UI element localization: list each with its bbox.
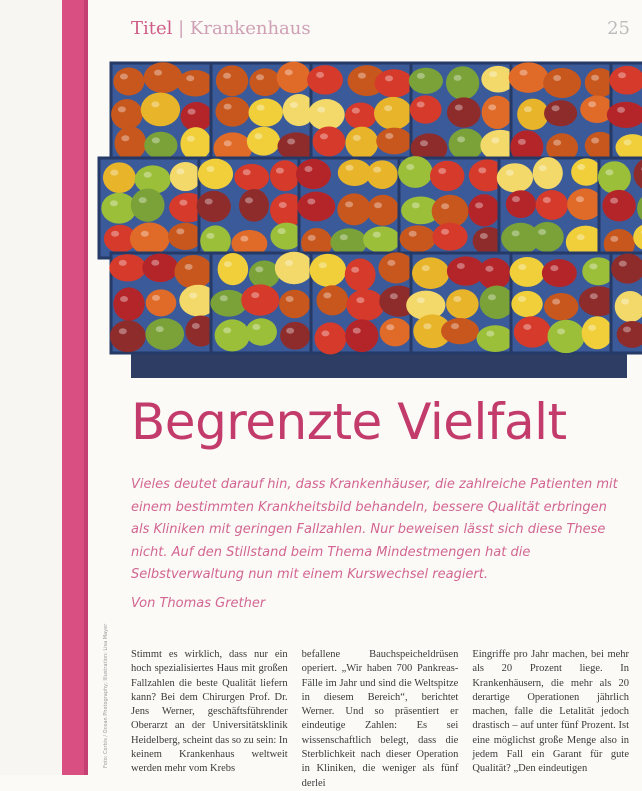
tomato-highlight bbox=[588, 101, 596, 107]
tomato bbox=[380, 318, 411, 346]
tomato-highlight bbox=[486, 331, 494, 337]
tomato-highlight bbox=[346, 165, 354, 171]
tomato-highlight bbox=[553, 140, 561, 146]
tomato bbox=[314, 322, 346, 354]
tomato bbox=[478, 258, 511, 290]
article-lead: Vieles deutet darauf hin, dass Krankenhäuser, die zahlreiche Patienten mit einem bestimmten Krankheitsbild behandeln, bessere Qualität erbringen als Kliniken mit geringen Fallzahlen. Nur beweisen lässt sich diese These nicht. Auf den Stillstand beim Thema Mindestmengen hat die Selbstverwaltung nun mit einem Kurswechsel reagiert. bbox=[131, 477, 618, 582]
tomato-highlight bbox=[205, 198, 213, 204]
tomato-highlight bbox=[120, 296, 128, 302]
tomato bbox=[270, 160, 300, 191]
tomato bbox=[115, 126, 147, 160]
tomato-highlight bbox=[308, 235, 316, 241]
tomato bbox=[215, 97, 249, 127]
photo-credit bbox=[101, 540, 115, 770]
tomato-highlight bbox=[320, 133, 328, 139]
tomato bbox=[239, 189, 269, 222]
tomato bbox=[280, 322, 310, 350]
tomato-highlight bbox=[179, 200, 187, 206]
tomato-highlight bbox=[245, 197, 253, 203]
tomato-highlight bbox=[457, 263, 465, 269]
tomato-highlight bbox=[278, 228, 286, 234]
tomato-highlight bbox=[423, 323, 431, 329]
tomato-highlight bbox=[110, 170, 118, 176]
tomato-highlight bbox=[506, 170, 514, 176]
tomato-highlight bbox=[287, 138, 295, 144]
tomato-highlight bbox=[590, 293, 598, 299]
tomato-highlight bbox=[488, 294, 496, 300]
tomato bbox=[509, 62, 549, 92]
tomato-highlight bbox=[385, 75, 393, 81]
tomato-highlight bbox=[588, 325, 596, 331]
tomato bbox=[602, 190, 635, 222]
tomato bbox=[111, 99, 143, 129]
tomato bbox=[249, 68, 280, 96]
tomato bbox=[536, 190, 569, 220]
tomato bbox=[441, 318, 479, 344]
tomato-highlight bbox=[453, 296, 461, 302]
tomato-highlight bbox=[323, 292, 331, 298]
tomato bbox=[198, 159, 233, 190]
tomato bbox=[410, 95, 442, 123]
tomato bbox=[446, 66, 479, 99]
tomato-highlight bbox=[317, 107, 325, 113]
left-margin bbox=[0, 0, 62, 775]
tomato bbox=[544, 293, 578, 320]
section-title bbox=[131, 18, 311, 39]
body-column-1: Stimmt es wirklich, dass nur ein hoch spezialisiertes Haus mit großen Fallzahlen die beste Qualität liefern kann? Bei dem Chirurgen Prof. Dr. Jens Werner, geschäftsführender Oberarzt an der Universitätsklinik Heidelberg, scheint das so zu sein: In keinem Krankenhaus weltweit werden mehr vom Krebs bbox=[131, 649, 288, 775]
tomato-highlight bbox=[520, 70, 528, 76]
tomato bbox=[374, 97, 412, 130]
tomato bbox=[367, 195, 400, 226]
tomato-highlight bbox=[617, 107, 625, 113]
tomato-highlight bbox=[610, 198, 618, 204]
body-column-3: Eingriffe pro Jahr machen, bei mehr als 20 Prozent liege. In Krankenhäusern, die mehr als 20 derartige Operationen jährlich machen, falle die Letalität jedoch drastisch – auf unter fünf Prozent. Ist eine möglichst große Menge also in jedem Fall ein Garant für gute Qualität? „Den eindeutigen bbox=[472, 649, 630, 775]
tomato bbox=[249, 261, 280, 289]
tomato bbox=[533, 157, 563, 189]
tomato-highlight bbox=[224, 261, 232, 267]
tomato bbox=[316, 285, 348, 315]
tomato bbox=[530, 222, 563, 252]
tomato-highlight bbox=[618, 72, 626, 78]
tomato-highlight bbox=[523, 324, 531, 330]
tomato-highlight bbox=[386, 324, 394, 330]
tomato-highlight bbox=[152, 295, 160, 301]
tomato bbox=[480, 286, 515, 320]
tomato bbox=[174, 255, 212, 289]
tomato-highlight bbox=[321, 330, 329, 336]
tomato-highlight bbox=[151, 260, 159, 266]
tomato bbox=[247, 127, 280, 156]
tomato bbox=[430, 161, 464, 191]
tomato-highlight bbox=[384, 105, 392, 111]
tomato-crates-image bbox=[131, 71, 627, 378]
tomato-highlight bbox=[353, 135, 361, 141]
tomato bbox=[571, 158, 601, 185]
tomato bbox=[337, 193, 371, 225]
tomato-highlight bbox=[512, 230, 520, 236]
tomato bbox=[514, 316, 551, 347]
tomato-highlight bbox=[186, 75, 194, 81]
tomato-highlight bbox=[118, 106, 126, 112]
tomato bbox=[449, 129, 484, 161]
tomato-highlight bbox=[279, 202, 287, 208]
tomato-highlight bbox=[591, 138, 599, 144]
tomato-highlight bbox=[417, 102, 425, 108]
tomato bbox=[180, 127, 211, 160]
tomato-highlight bbox=[141, 231, 149, 237]
tomato-highlight bbox=[422, 265, 430, 271]
tomato bbox=[145, 318, 184, 350]
tomato bbox=[482, 96, 513, 129]
tomato bbox=[412, 257, 449, 289]
tomato bbox=[144, 62, 183, 93]
tomato-highlight bbox=[254, 133, 262, 139]
tomato-highlight bbox=[285, 260, 293, 266]
subsection-label: Krankenhaus bbox=[189, 18, 311, 39]
tomato-highlight bbox=[206, 166, 214, 172]
tomato bbox=[376, 128, 412, 155]
tomato-highlight bbox=[457, 136, 465, 142]
tomato-highlight bbox=[110, 200, 118, 206]
tomato bbox=[234, 164, 269, 191]
tomato-highlight bbox=[441, 203, 449, 209]
body-column-2: befallene Bauchspeicheldrüsen operiert. „Wir haben 700 Pankreas-Fälle im Jahr und sind die Weltspitze in diesem Bereich“, berichtet Werner. Und so präsentiert er eindeutige Zahlen: Es sei wissenschaftlich belegt, dass die Sterblichkeit nach dieser Operation in Kliniken, die weniger als fünf derlei bbox=[301, 649, 459, 789]
tomato-highlight bbox=[252, 324, 260, 330]
tomato bbox=[345, 102, 377, 128]
tomato bbox=[249, 99, 283, 127]
tomato-highlight bbox=[589, 263, 597, 269]
tomato bbox=[567, 188, 603, 220]
tomato bbox=[517, 99, 549, 130]
tomato bbox=[346, 289, 384, 321]
tomato bbox=[375, 69, 414, 97]
tomato bbox=[297, 192, 335, 222]
tomato-highlight bbox=[290, 102, 298, 108]
tomato-highlight bbox=[206, 233, 214, 239]
tomato-highlight bbox=[623, 326, 631, 332]
tomato-highlight bbox=[154, 70, 162, 76]
tomato-highlight bbox=[491, 137, 499, 143]
tomato-highlight bbox=[251, 292, 259, 298]
tomato-highlight bbox=[390, 293, 398, 299]
tomato-highlight bbox=[577, 164, 585, 170]
tomato-highlight bbox=[139, 197, 147, 203]
tomato bbox=[218, 253, 249, 285]
tomato bbox=[598, 161, 631, 193]
tomato bbox=[367, 160, 398, 189]
tomato-highlight bbox=[144, 172, 152, 178]
tomato-highlight bbox=[550, 265, 558, 271]
tomato-highlight bbox=[351, 267, 359, 273]
tomato-highlight bbox=[286, 328, 294, 334]
tomato-highlight bbox=[352, 108, 360, 114]
tomato bbox=[542, 259, 577, 287]
tomato bbox=[310, 254, 347, 287]
tomato-highlight bbox=[187, 136, 195, 142]
tomato-highlight bbox=[577, 234, 585, 240]
tomato-highlight bbox=[192, 323, 200, 329]
tomato-highlight bbox=[621, 299, 629, 305]
tomato bbox=[110, 320, 146, 352]
tomato-highlight bbox=[176, 169, 184, 175]
tomato bbox=[345, 319, 378, 352]
tomato bbox=[497, 163, 533, 192]
tomato-highlight bbox=[156, 326, 164, 332]
tomato-highlight bbox=[512, 196, 520, 202]
tomato bbox=[141, 93, 180, 127]
tomato-highlight bbox=[185, 264, 193, 270]
tomato bbox=[216, 65, 248, 96]
tomato-highlight bbox=[417, 73, 425, 79]
tomato-highlight bbox=[340, 234, 348, 240]
tomato-highlight bbox=[353, 328, 361, 334]
tomato bbox=[246, 318, 277, 345]
tomato-highlight bbox=[307, 198, 315, 204]
tomato-highlight bbox=[316, 72, 324, 78]
section-label: Titel bbox=[131, 18, 173, 39]
tomato bbox=[511, 291, 542, 317]
tomato bbox=[181, 102, 213, 131]
tomato-highlight bbox=[518, 264, 526, 270]
tomato bbox=[398, 156, 433, 188]
tomato-highlight bbox=[256, 74, 264, 80]
article-body bbox=[131, 648, 630, 789]
tomato bbox=[363, 226, 401, 253]
tomato-highlight bbox=[409, 231, 417, 237]
tomato-highlight bbox=[406, 164, 414, 170]
tomato bbox=[277, 132, 314, 160]
tomato bbox=[241, 284, 279, 315]
tomato-highlight bbox=[373, 167, 381, 173]
tomato bbox=[279, 290, 310, 318]
tomato-highlight bbox=[152, 137, 160, 143]
article-byline: Von Thomas Grether bbox=[131, 596, 266, 611]
tomato bbox=[547, 320, 584, 353]
tomato-highlight bbox=[478, 167, 486, 173]
tomato-highlight bbox=[591, 75, 599, 81]
tomato bbox=[544, 100, 577, 126]
article-headline: Begrenzte Vielfalt bbox=[131, 393, 567, 451]
tomato bbox=[275, 252, 313, 284]
page-header bbox=[131, 14, 630, 48]
tomato-highlight bbox=[243, 169, 251, 175]
tomato bbox=[177, 70, 214, 97]
tomato bbox=[510, 257, 545, 287]
tomato bbox=[144, 132, 177, 159]
tomato-highlight bbox=[543, 197, 551, 203]
tomato-highlight bbox=[276, 168, 284, 174]
tomato-highlight bbox=[119, 260, 127, 266]
tomato bbox=[345, 127, 378, 159]
tomato-highlight bbox=[224, 104, 232, 110]
tomato-highlight bbox=[223, 327, 231, 333]
tomato-highlight bbox=[489, 71, 497, 77]
tomato-highlight bbox=[257, 105, 265, 111]
tomato-highlight bbox=[552, 299, 560, 305]
tomato bbox=[338, 159, 372, 186]
tomato bbox=[168, 223, 203, 250]
tomato-highlight bbox=[552, 105, 560, 111]
tomato-highlight bbox=[176, 228, 184, 234]
tomato bbox=[103, 162, 136, 193]
page-number: 25 bbox=[607, 18, 630, 39]
tomato-highlight bbox=[188, 109, 196, 115]
tomato-highlight bbox=[480, 233, 488, 239]
tomato-highlight bbox=[319, 262, 327, 268]
tomato bbox=[447, 97, 481, 127]
tomato bbox=[432, 223, 467, 251]
tomato-highlight bbox=[285, 69, 293, 75]
photo-credit-text: Foto: Corbis / Ocean Photography; Illustration: Lisa Mayer bbox=[103, 623, 109, 768]
tomato-highlight bbox=[223, 73, 231, 79]
tomato-highlight bbox=[576, 196, 584, 202]
section-separator: | bbox=[172, 18, 190, 39]
tomato bbox=[582, 316, 613, 349]
tomato bbox=[378, 252, 414, 283]
tomato bbox=[131, 188, 165, 221]
tomato bbox=[477, 325, 515, 352]
tomato-highlight bbox=[373, 232, 381, 238]
tomato bbox=[345, 258, 376, 291]
tomato bbox=[142, 253, 178, 282]
tomato-highlight bbox=[420, 140, 428, 146]
tomato-highlight bbox=[374, 202, 382, 208]
tomato bbox=[313, 126, 346, 156]
tomato bbox=[170, 162, 201, 191]
tomato bbox=[543, 68, 581, 98]
tomato-highlight bbox=[455, 105, 463, 111]
tomato-highlight bbox=[121, 135, 129, 141]
tomato-highlight bbox=[518, 139, 526, 145]
tomato-highlight bbox=[189, 293, 197, 299]
tomato-highlight bbox=[345, 201, 353, 207]
tomato-highlight bbox=[454, 75, 462, 81]
tomato bbox=[468, 194, 500, 226]
tomato-highlight bbox=[438, 168, 446, 174]
tomato-highlight bbox=[441, 229, 449, 235]
tomato-highlight bbox=[605, 169, 613, 175]
tomato bbox=[146, 289, 177, 316]
tomato-highlight bbox=[286, 296, 294, 302]
tomato-highlight bbox=[475, 202, 483, 208]
tomato-highlight bbox=[619, 261, 627, 267]
tomato-highlight bbox=[488, 104, 496, 110]
tomato-highlight bbox=[220, 295, 228, 301]
tomato-highlight bbox=[356, 297, 364, 303]
tomato bbox=[197, 191, 231, 222]
tomato bbox=[308, 99, 345, 130]
tomato-highlight bbox=[358, 73, 366, 79]
tomato-highlight bbox=[610, 236, 618, 242]
tomato bbox=[215, 319, 250, 351]
tomato-highlight bbox=[557, 328, 565, 334]
tomato-crates-illustration bbox=[131, 71, 627, 378]
tomato-highlight bbox=[524, 106, 532, 112]
tomato-highlight bbox=[255, 266, 263, 272]
tomato-highlight bbox=[120, 73, 128, 79]
tomato bbox=[109, 254, 146, 281]
tomato-highlight bbox=[539, 165, 547, 171]
tomato bbox=[277, 62, 311, 93]
tomato-highlight bbox=[518, 296, 526, 302]
tomato bbox=[113, 287, 144, 320]
tomato bbox=[446, 289, 479, 319]
tomato-highlight bbox=[538, 229, 546, 235]
tomato bbox=[130, 223, 170, 256]
tomato bbox=[307, 65, 343, 95]
tomato-highlight bbox=[412, 202, 420, 208]
tomato-highlight bbox=[417, 297, 425, 303]
tomato-highlight bbox=[485, 266, 493, 272]
tomato-highlight bbox=[224, 140, 232, 146]
tomato bbox=[113, 68, 144, 96]
tomato-highlight bbox=[119, 328, 127, 334]
tomato-highlight bbox=[624, 139, 632, 145]
tomato-highlight bbox=[451, 323, 459, 329]
magazine-spine-stripe bbox=[62, 0, 88, 775]
tomato-highlight bbox=[111, 231, 119, 237]
tomato-highlight bbox=[240, 236, 248, 242]
tomato-highlight bbox=[304, 166, 312, 172]
tomato-highlight bbox=[385, 133, 393, 139]
tomato bbox=[296, 159, 331, 189]
tomato bbox=[400, 225, 436, 252]
tomato bbox=[409, 68, 443, 94]
tomato bbox=[506, 190, 536, 218]
tomato-highlight bbox=[553, 75, 561, 81]
tomato-highlight bbox=[151, 101, 159, 107]
tomato-highlight bbox=[387, 260, 395, 266]
